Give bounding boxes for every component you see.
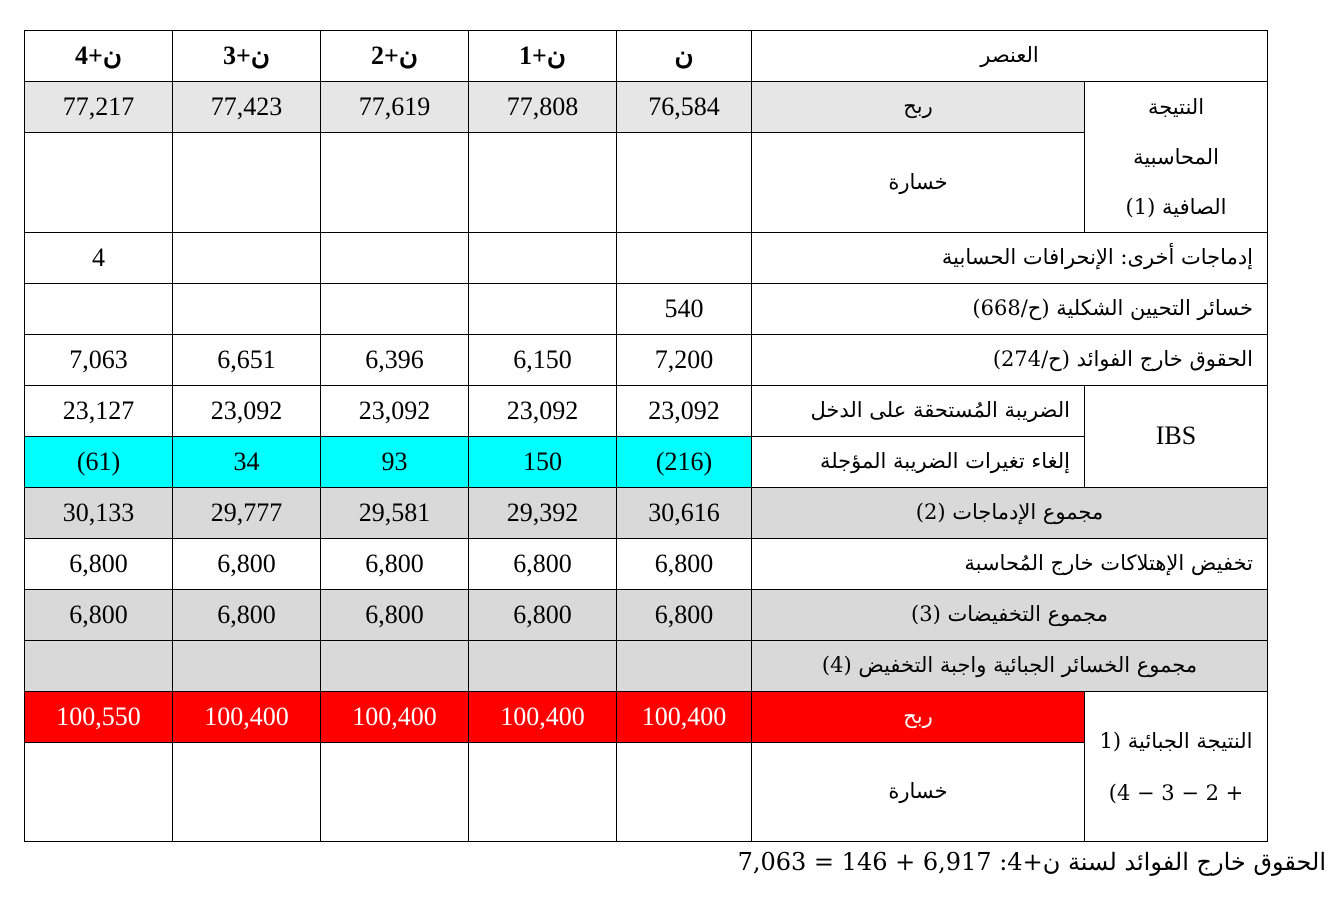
cell-value: 23,092 [173, 386, 321, 437]
fiscal-profit-value: 100,550 [25, 692, 173, 743]
row-label: تخفيض الإهتلاكات خارج المُحاسبة [752, 539, 1268, 590]
cell-value: 540 [617, 284, 752, 335]
row-label: مجموع الإدماجات (2) [752, 488, 1268, 539]
cell-value [321, 233, 469, 284]
other-additions-row [25, 233, 1268, 284]
row-label: إدماجات أخرى: الإنحرافات الحسابية [752, 233, 1268, 284]
fiscal-profit-value: 100,400 [617, 692, 752, 743]
cell-value: 6,800 [321, 539, 469, 590]
cell-value: 30,133 [25, 488, 173, 539]
cell-value [321, 641, 469, 692]
profit-value: 77,217 [25, 82, 173, 133]
cell-value [173, 284, 321, 335]
footnote: الحقوق خارج الفوائد لسنة ن+4: 6,917 + 146 = 7,063 [737, 848, 1326, 876]
non-deductible-rights-row [25, 335, 1268, 386]
row-label: الحقوق خارج الفوائد (ح/274) [752, 335, 1268, 386]
cell-value: 6,800 [469, 539, 617, 590]
loss-value [25, 743, 173, 842]
cell-value [25, 641, 173, 692]
year-header-1: ن+1 [469, 31, 617, 82]
loss-value [469, 133, 617, 233]
accounting-result-label: النتيجة المحاسبية الصافية (1) [1085, 82, 1268, 233]
loss-label: خسارة [752, 133, 1085, 233]
year-header-2: ن+2 [321, 31, 469, 82]
depreciation-reduction-row [25, 539, 1268, 590]
year-header-3: ن+3 [173, 31, 321, 82]
cell-value: 6,800 [173, 590, 321, 641]
cell-value: 7,200 [617, 335, 752, 386]
cell-value: (61) [25, 437, 173, 488]
cell-value: 6,800 [25, 539, 173, 590]
year-header-4: ن+4 [25, 31, 173, 82]
loss-value [25, 133, 173, 233]
row-label: الضريبة المُستحقة على الدخل [752, 386, 1085, 437]
accounting-profit-row [25, 82, 1268, 133]
cell-value: 93 [321, 437, 469, 488]
fiscal-profit-row [25, 692, 1268, 743]
total-tax-losses-row [25, 641, 1268, 692]
loss-value [321, 743, 469, 842]
profit-value: 77,808 [469, 82, 617, 133]
total-additions-row [25, 488, 1268, 539]
fiscal-profit-value: 100,400 [469, 692, 617, 743]
cell-value [617, 233, 752, 284]
cell-value: 23,127 [25, 386, 173, 437]
loss-value [469, 743, 617, 842]
cell-value: 34 [173, 437, 321, 488]
loss-value [173, 743, 321, 842]
loss-label: خسارة [752, 743, 1085, 842]
cell-value [173, 641, 321, 692]
fiscal-loss-row [25, 743, 1268, 842]
cell-value [173, 233, 321, 284]
loss-value [617, 133, 752, 233]
income-tax-row [25, 386, 1268, 437]
cell-value: 6,396 [321, 335, 469, 386]
cell-value [469, 284, 617, 335]
cell-value: 6,800 [173, 539, 321, 590]
profit-value: 77,619 [321, 82, 469, 133]
total-reductions-row [25, 590, 1268, 641]
cell-value: 29,581 [321, 488, 469, 539]
profit-label: ربح [752, 692, 1085, 743]
cell-value: 30,616 [617, 488, 752, 539]
cell-value: 6,651 [173, 335, 321, 386]
accounting-loss-row [25, 133, 1268, 233]
cell-value: 23,092 [617, 386, 752, 437]
cell-value [617, 641, 752, 692]
cell-value: 23,092 [469, 386, 617, 437]
profit-label: ربح [752, 82, 1085, 133]
cell-value: 6,800 [321, 590, 469, 641]
cell-value [469, 233, 617, 284]
fiscal-result-table [24, 30, 1268, 842]
formal-improvement-row [25, 284, 1268, 335]
row-label: خسائر التحيين الشكلية (ح/668) [752, 284, 1268, 335]
cell-value: 29,777 [173, 488, 321, 539]
fiscal-profit-value: 100,400 [173, 692, 321, 743]
element-header: العنصر [752, 31, 1268, 82]
cell-value: (216) [617, 437, 752, 488]
cell-value: 29,392 [469, 488, 617, 539]
cell-value: 7,063 [25, 335, 173, 386]
profit-value: 77,423 [173, 82, 321, 133]
fiscal-profit-value: 100,400 [321, 692, 469, 743]
loss-value [617, 743, 752, 842]
header-row [25, 31, 1268, 82]
row-label: إلغاء تغيرات الضريبة المؤجلة [752, 437, 1085, 488]
loss-value [173, 133, 321, 233]
cell-value: 150 [469, 437, 617, 488]
cell-value: 6,800 [617, 590, 752, 641]
cell-value: 6,800 [25, 590, 173, 641]
cell-value: 4 [25, 233, 173, 284]
deferred-tax-row [25, 437, 1268, 488]
cell-value [25, 284, 173, 335]
year-header-0: ن [617, 31, 752, 82]
cell-value [469, 641, 617, 692]
cell-value: 6,800 [469, 590, 617, 641]
row-label: مجموع الخسائر الجبائية واجبة التخفيض (4) [752, 641, 1268, 692]
profit-value: 76,584 [617, 82, 752, 133]
ibs-label: IBS [1085, 386, 1268, 488]
fiscal-result-label: النتيجة الجبائية (1 + 2 − 3 − 4) [1085, 692, 1268, 842]
cell-value [321, 284, 469, 335]
cell-value: 6,150 [469, 335, 617, 386]
loss-value [321, 133, 469, 233]
cell-value: 6,800 [617, 539, 752, 590]
cell-value: 23,092 [321, 386, 469, 437]
row-label: مجموع التخفيضات (3) [752, 590, 1268, 641]
